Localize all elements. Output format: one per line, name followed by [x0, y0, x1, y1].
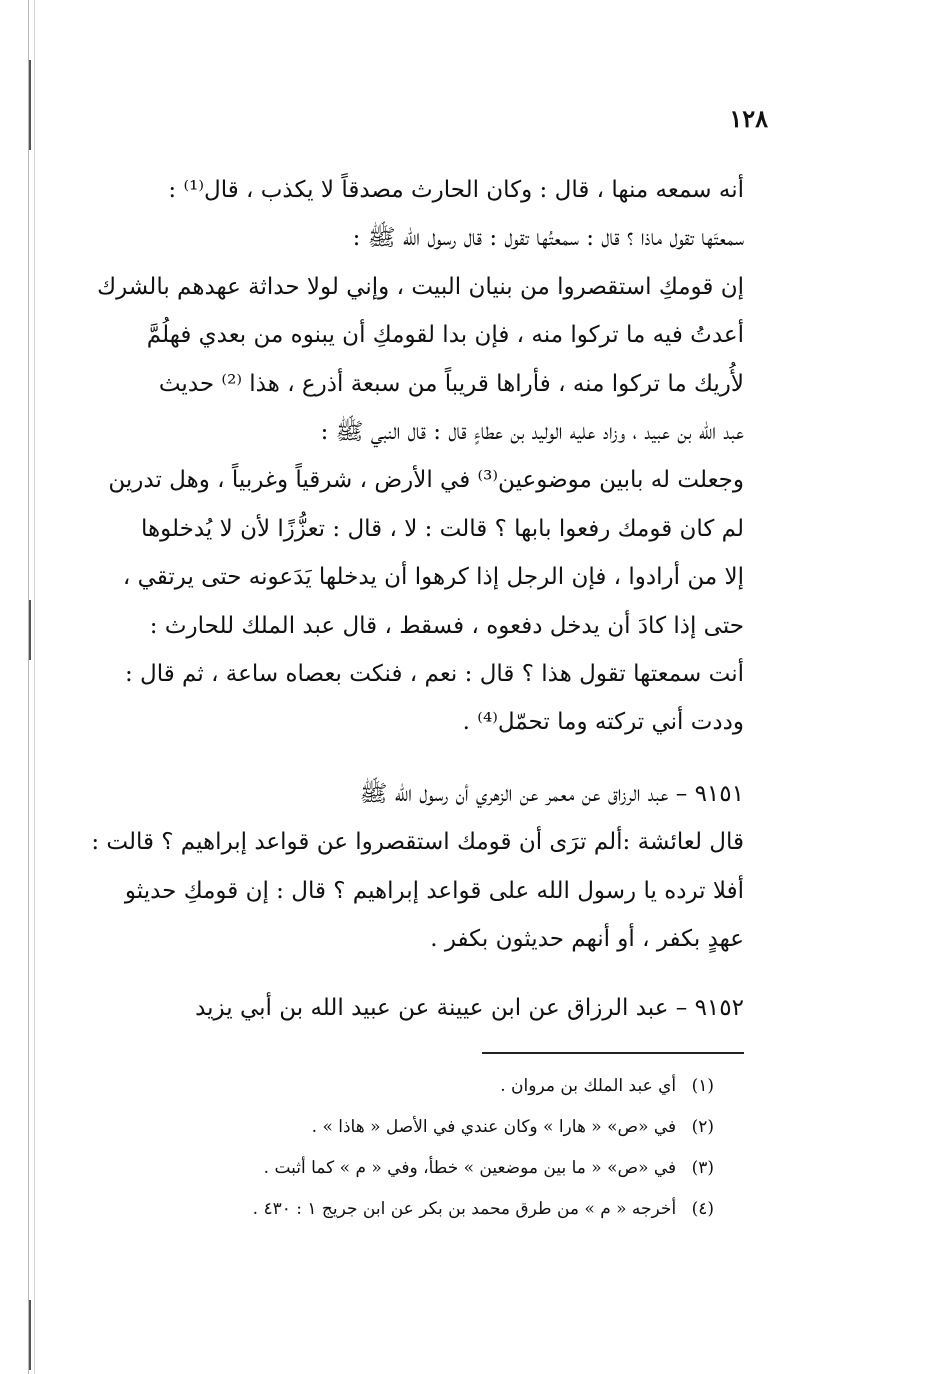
footnote-text: في «ص» « هارا » وكان عندي في الأصل « هاذا » . [311, 1117, 677, 1137]
footnote-number: (١) [691, 1076, 714, 1096]
text-line: لأُريك ما تركوا منه ، فأراها قريباً من سبعة أذرع ، هذا ⁽²⁾ حديث [158, 370, 744, 397]
scan-edge-mark [29, 1300, 31, 1370]
footnote-text: في «ص» « ما بين موضعين » خطأ، وفي « م » كما أثبت . [263, 1158, 677, 1178]
footnotes [114, 1066, 714, 1230]
hadith-9151 [80, 770, 744, 964]
text-line: إن قومكِ استقصروا من بنيان البيت ، وإني لولا حداثة عهدهم بالشرك [97, 273, 744, 300]
scan-edge-line [28, 0, 29, 1374]
text-line: وجعلت له بابين موضوعين⁽³⁾ في الأرض ، شرقياً وغربياً ، وهل تدرين [108, 467, 744, 494]
footnote-2 [114, 1107, 714, 1148]
footnote-number: (٢) [691, 1117, 714, 1137]
footnote-number: (٣) [691, 1158, 714, 1178]
footnote-number: (٤) [691, 1199, 714, 1219]
footnote-text: أخرجه « م » من طرق محمد بن بكر عن ابن جريج ١ : ٤٣٠ . [252, 1199, 677, 1219]
text-line: أنت سمعتها تقول هذا ؟ قال : نعم ، فنكت بعصاه ساعة ، ثم قال : [124, 660, 744, 687]
text-line: ٩١٥١ – عبد الرزاق عن معمر عن الزهري أن رسول الله ﷺ [359, 781, 744, 807]
footnote-text: أي عبد الملك بن مروان . [500, 1076, 677, 1096]
text-line: ٩١٥٢ – عبد الرزاق عن ابن عيينة عن عبيد الله بن أبي يزيد [195, 995, 744, 1021]
text-line: وددت أني تركته وما تحمّل⁽⁴⁾ . [462, 709, 744, 736]
text-line: لم كان قومك رفعوا بابها ؟ قالت : لا ، قال : تعزُّزًا لأن لا يُدخلوها [141, 515, 744, 542]
text-line: قال لعائشة :ألم ترَى أن قومك استقصروا عن قواعد إبراهيم ؟ قالت : [91, 829, 744, 856]
text-line: عبد الله بن عبيد ، وزاد عليه الوليد بن عطاءٍ قال : قال النبي ﷺ : [320, 418, 744, 445]
scan-edge-line [34, 0, 35, 1374]
text-line: سمعتَها تقول ماذا ؟ قال : سمعتُها تقول : قال رسول الله ﷺ : [352, 225, 744, 252]
main-paragraph [80, 166, 744, 747]
scan-edge-mark [29, 60, 31, 150]
text-line: حتى إذا كادَ أن يدخل دفعوه ، فسقط ، قال عبد الملك للحارث : [149, 612, 744, 639]
hadith-9152 [80, 984, 744, 1032]
text-line: أنه سمعه منها ، قال : وكان الحارث مصدقاً لا يكذب ، قال⁽¹⁾ : [168, 177, 744, 203]
footnote-3 [114, 1148, 714, 1189]
text-line: أفلا ترده يا رسول الله على قواعد إبراهيم ؟ قال : إن قومكِ حديثو [124, 877, 744, 904]
footnote-divider [482, 1052, 744, 1054]
footnote-4 [114, 1189, 714, 1230]
text-line: إلا من أرادوا ، فإن الرجل إذا كرهوا أن يدخلها يَدَعونه حتى يرتقي ، [122, 564, 744, 591]
page-number: ١٢٨ [729, 104, 768, 133]
text-line: عهدٍ بكفر ، أو أنهم حديثون بكفر . [430, 926, 744, 953]
footnote-1 [114, 1066, 714, 1107]
scan-edge-mark [29, 600, 31, 660]
text-line: أعدتُ فيه ما تركوا منه ، فإن بدا لقومكِ أن يبنوه من بعدي فهلُمَّ [146, 322, 744, 349]
